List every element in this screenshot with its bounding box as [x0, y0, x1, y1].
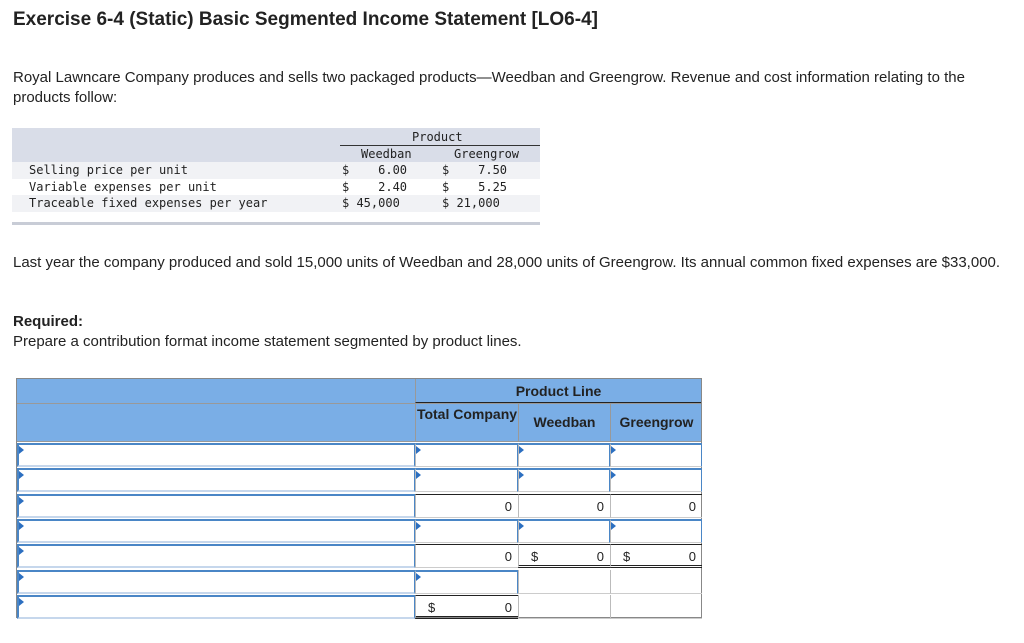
dropdown-marker-icon [416, 522, 421, 530]
weedban-computed-value: 0 [518, 494, 610, 518]
line-item-dropdown[interactable] [17, 494, 415, 518]
dropdown-marker-icon [611, 522, 616, 530]
line-item-dropdown[interactable] [17, 570, 415, 594]
dropdown-marker-icon [416, 573, 421, 581]
total-computed-value: 0 [415, 494, 518, 518]
intro-text: Royal Lawncare Company produces and sells two packaged products—Weedban and Greengrow. Revenue and cost information relating to the products follow: [13, 69, 965, 106]
required-text: Prepare a contribution format income statement segmented by product lines. [13, 333, 522, 350]
weedban-amount-input[interactable] [518, 443, 610, 467]
weedban-empty-cell [518, 570, 610, 594]
line-item-dropdown[interactable] [17, 595, 415, 619]
line-item-dropdown[interactable] [17, 519, 415, 543]
income-statement-worksheet [16, 378, 702, 618]
weedban-empty-cell [518, 595, 610, 619]
dropdown-marker-icon [611, 471, 616, 479]
given-row: Traceable fixed expenses per year $ 45,000 $ 21,000 [12, 195, 540, 212]
total-company-header: Total Company [415, 404, 518, 441]
dropdown-marker-icon [19, 573, 24, 581]
given-row: Selling price per unit $ 6.00 $ 7.50 [12, 162, 540, 179]
line-item-dropdown[interactable] [17, 443, 415, 467]
worksheet-row [17, 442, 701, 467]
dropdown-marker-icon [416, 446, 421, 454]
dropdown-marker-icon [19, 547, 24, 555]
greengrow-amount-input[interactable] [610, 519, 702, 543]
weedban-amount-input[interactable] [518, 519, 610, 543]
dropdown-marker-icon [519, 446, 524, 454]
given-row: Variable expenses per unit $ 2.40 $ 5.25 [29, 179, 508, 194]
greengrow-computed-value: 0 [610, 494, 702, 518]
weedban-computed-value: 0 $ [518, 544, 610, 568]
total-amount-input[interactable] [415, 443, 518, 467]
greengrow-computed-value: 0 $ [610, 544, 702, 568]
context-text: Last year the company produced and sold 15,000 units of Weedban and 28,000 units of Greengrow. Its annual common fixed expenses are $33,000. [13, 254, 1001, 271]
greengrow-empty-cell [610, 595, 702, 619]
dropdown-marker-icon [519, 522, 524, 530]
dropdown-marker-icon [19, 497, 24, 505]
line-item-dropdown[interactable] [17, 544, 415, 568]
worksheet-row [17, 594, 701, 619]
greengrow-empty-cell [610, 570, 702, 594]
total-computed-value: 0 [415, 544, 518, 568]
total-amount-input[interactable] [415, 468, 518, 492]
dropdown-marker-icon [19, 522, 24, 530]
greengrow-header: Greengrow [454, 147, 520, 161]
total-computed-value: 0 $ [415, 595, 518, 619]
worksheet-row [17, 569, 701, 594]
dropdown-marker-icon [416, 471, 421, 479]
dropdown-marker-icon [19, 598, 24, 606]
dropdown-marker-icon [519, 471, 524, 479]
total-amount-input[interactable] [415, 570, 518, 594]
dollar-sign: $ [623, 549, 631, 565]
total-amount-input[interactable] [415, 519, 518, 543]
weedban-header: Weedban [518, 404, 610, 441]
worksheet-row [17, 543, 701, 568]
worksheet-row [17, 518, 701, 543]
required-label: Required: [13, 313, 84, 330]
dropdown-marker-icon [19, 446, 24, 454]
greengrow-amount-input[interactable] [610, 468, 702, 492]
weedban-amount-input[interactable] [518, 468, 610, 492]
product-line-header: Product Line [415, 379, 701, 403]
greengrow-amount-input[interactable] [610, 443, 702, 467]
given-data-table [12, 128, 540, 225]
dropdown-marker-icon [19, 471, 24, 479]
dollar-sign: $ [531, 549, 539, 565]
dropdown-marker-icon [611, 446, 616, 454]
page-title: Exercise 6-4 (Static) Basic Segmented Income Statement [LO6-4] [13, 9, 598, 30]
product-header: Product [412, 130, 463, 144]
worksheet-row [17, 467, 701, 492]
dollar-sign: $ [428, 599, 436, 615]
line-item-dropdown[interactable] [17, 468, 415, 492]
worksheet-row [17, 493, 701, 518]
weedban-header: Weedban [361, 147, 412, 161]
greengrow-header: Greengrow [610, 404, 702, 441]
